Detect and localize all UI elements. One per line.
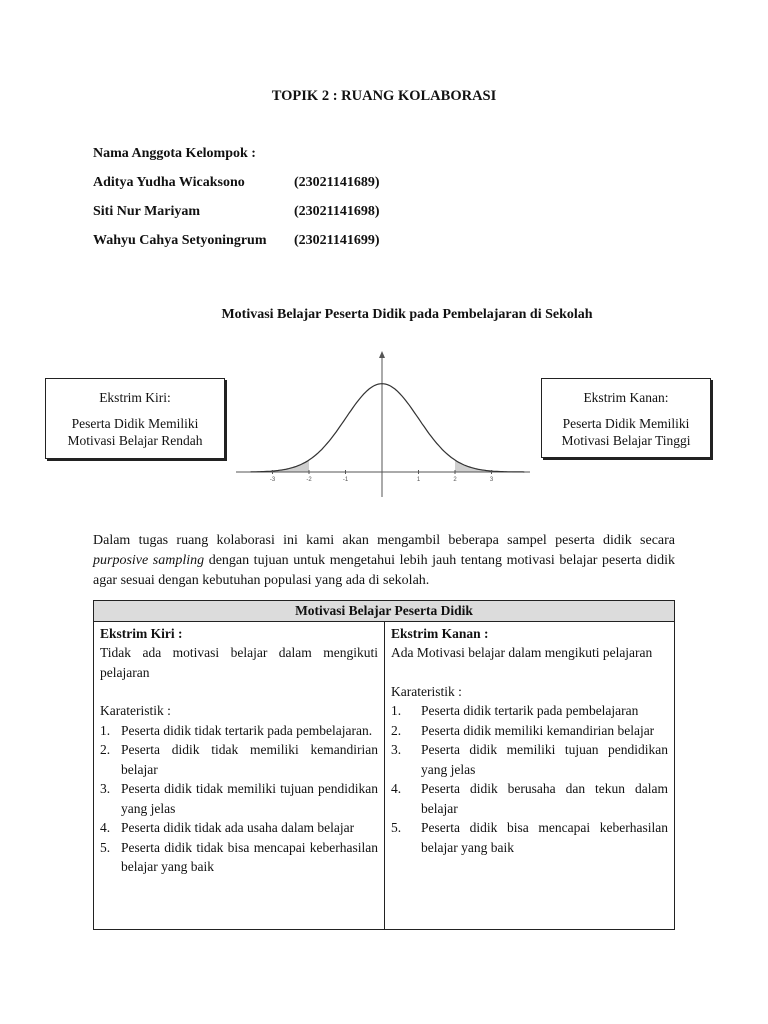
item-number: 1. (391, 703, 402, 718)
right-column (385, 621, 675, 929)
item-text: Peserta didik tidak tertarik pada pembelajaran. (121, 722, 373, 738)
page-title: TOPIK 2 : RUANG KOLABORASI (271, 88, 497, 104)
list-item (391, 818, 668, 857)
item-number: 3. (100, 781, 111, 796)
member-nim: (23021141698) (294, 204, 380, 219)
right-extreme-box (541, 378, 711, 458)
left-column-desc: Tidak ada motivasi belajar dalam mengikuti pelajaran (100, 645, 378, 680)
members-heading: Nama Anggota Kelompok : (93, 146, 256, 161)
left-column-title: Ekstrim Kiri : (100, 625, 183, 641)
diagram-title: Motivasi Belajar Peserta Didik pada Pembelajaran di Sekolah (221, 307, 593, 322)
list-item (391, 779, 668, 818)
item-text: Peserta didik tertarik pada pembelajaran (421, 703, 639, 718)
list-item (391, 701, 668, 721)
list-item (100, 740, 378, 779)
right-box-heading: Ekstrim Kanan: (583, 390, 669, 405)
x-tick-label: -3 (269, 477, 276, 483)
left-box-heading: Ekstrim Kiri: (99, 390, 171, 405)
item-number: 2. (391, 722, 402, 738)
item-text: Peserta didik tidak memiliki tujuan pendidikan yang jelas (121, 781, 378, 816)
item-number: 3. (391, 742, 402, 757)
list-item (100, 818, 378, 838)
paragraph-text-1: Dalam tugas ruang kolaborasi ini kami akan mengambil beberapa sampel peserta didik secara (93, 533, 675, 548)
right-box-line1: Peserta Didik Memiliki (562, 416, 690, 431)
motivation-table (93, 600, 675, 930)
normal-curve-chart (236, 348, 530, 498)
left-column (94, 621, 385, 929)
item-number: 2. (100, 742, 111, 757)
left-karakteristik-label: Karateristik : (100, 703, 171, 718)
left-characteristics-list (100, 721, 378, 877)
list-item (391, 740, 668, 779)
right-column-desc: Ada Motivasi belajar dalam mengikuti pelajaran (391, 645, 653, 660)
member-name: Siti Nur Mariyam (93, 204, 201, 219)
right-characteristics-list (391, 701, 668, 857)
item-text: Peserta didik tidak memiliki kemandirian belajar (121, 742, 378, 777)
list-item (100, 779, 378, 818)
right-karakteristik-label: Karateristik : (391, 683, 462, 699)
right-column-title: Ekstrim Kanan : (391, 625, 489, 641)
list-item (391, 721, 668, 741)
item-text: Peserta didik bisa mencapai keberhasilan belajar yang baik (421, 820, 668, 855)
item-number: 5. (391, 820, 402, 835)
paragraph-text-2: dengan tujuan untuk mengetahui lebih jauh tentang motivasi belajar peserta didik agar sesuai dengan kebutuhan populasi yang ada di sekolah. (93, 553, 675, 588)
item-number: 4. (100, 820, 111, 835)
right-box-line2: Motivasi Belajar Tinggi (561, 433, 691, 448)
member-nim: (23021141689) (294, 175, 380, 190)
item-text: Peserta didik memiliki kemandirian belajar (421, 722, 655, 738)
x-tick-label: 2 (453, 477, 457, 483)
member-name: Wahyu Cahya Setyoningrum (93, 233, 267, 248)
item-text: Peserta didik tidak ada usaha dalam belajar (121, 820, 355, 835)
item-text: Peserta didik berusaha dan tekun dalam belajar (421, 781, 668, 816)
x-tick-label: 3 (489, 477, 494, 483)
list-item (100, 721, 378, 741)
item-number: 1. (100, 722, 111, 738)
intro-paragraph (93, 531, 675, 591)
x-tick-label: 1 (416, 477, 421, 483)
item-text: Peserta didik memiliki tujuan pendidikan yang jelas (421, 742, 668, 777)
table-header: Motivasi Belajar Peserta Didik (94, 601, 675, 622)
x-tick-label: -2 (306, 477, 312, 483)
bell-curve-line (251, 384, 525, 472)
left-box-line1: Peserta Didik Memiliki (71, 416, 199, 431)
item-text: Peserta didik tidak bisa mencapai keberhasilan belajar yang baik (121, 839, 378, 874)
y-axis-arrow (379, 351, 385, 358)
member-name: Aditya Yudha Wicaksono (93, 175, 245, 190)
list-item (100, 838, 378, 877)
item-number: 5. (100, 839, 111, 855)
left-extreme-box (45, 378, 225, 459)
paragraph-italic: purposive sampling (93, 553, 205, 568)
x-tick-label: -1 (342, 477, 349, 483)
left-box-line2: Motivasi Belajar Rendah (67, 433, 203, 448)
member-nim: (23021141699) (294, 233, 380, 248)
item-number: 4. (391, 781, 402, 796)
